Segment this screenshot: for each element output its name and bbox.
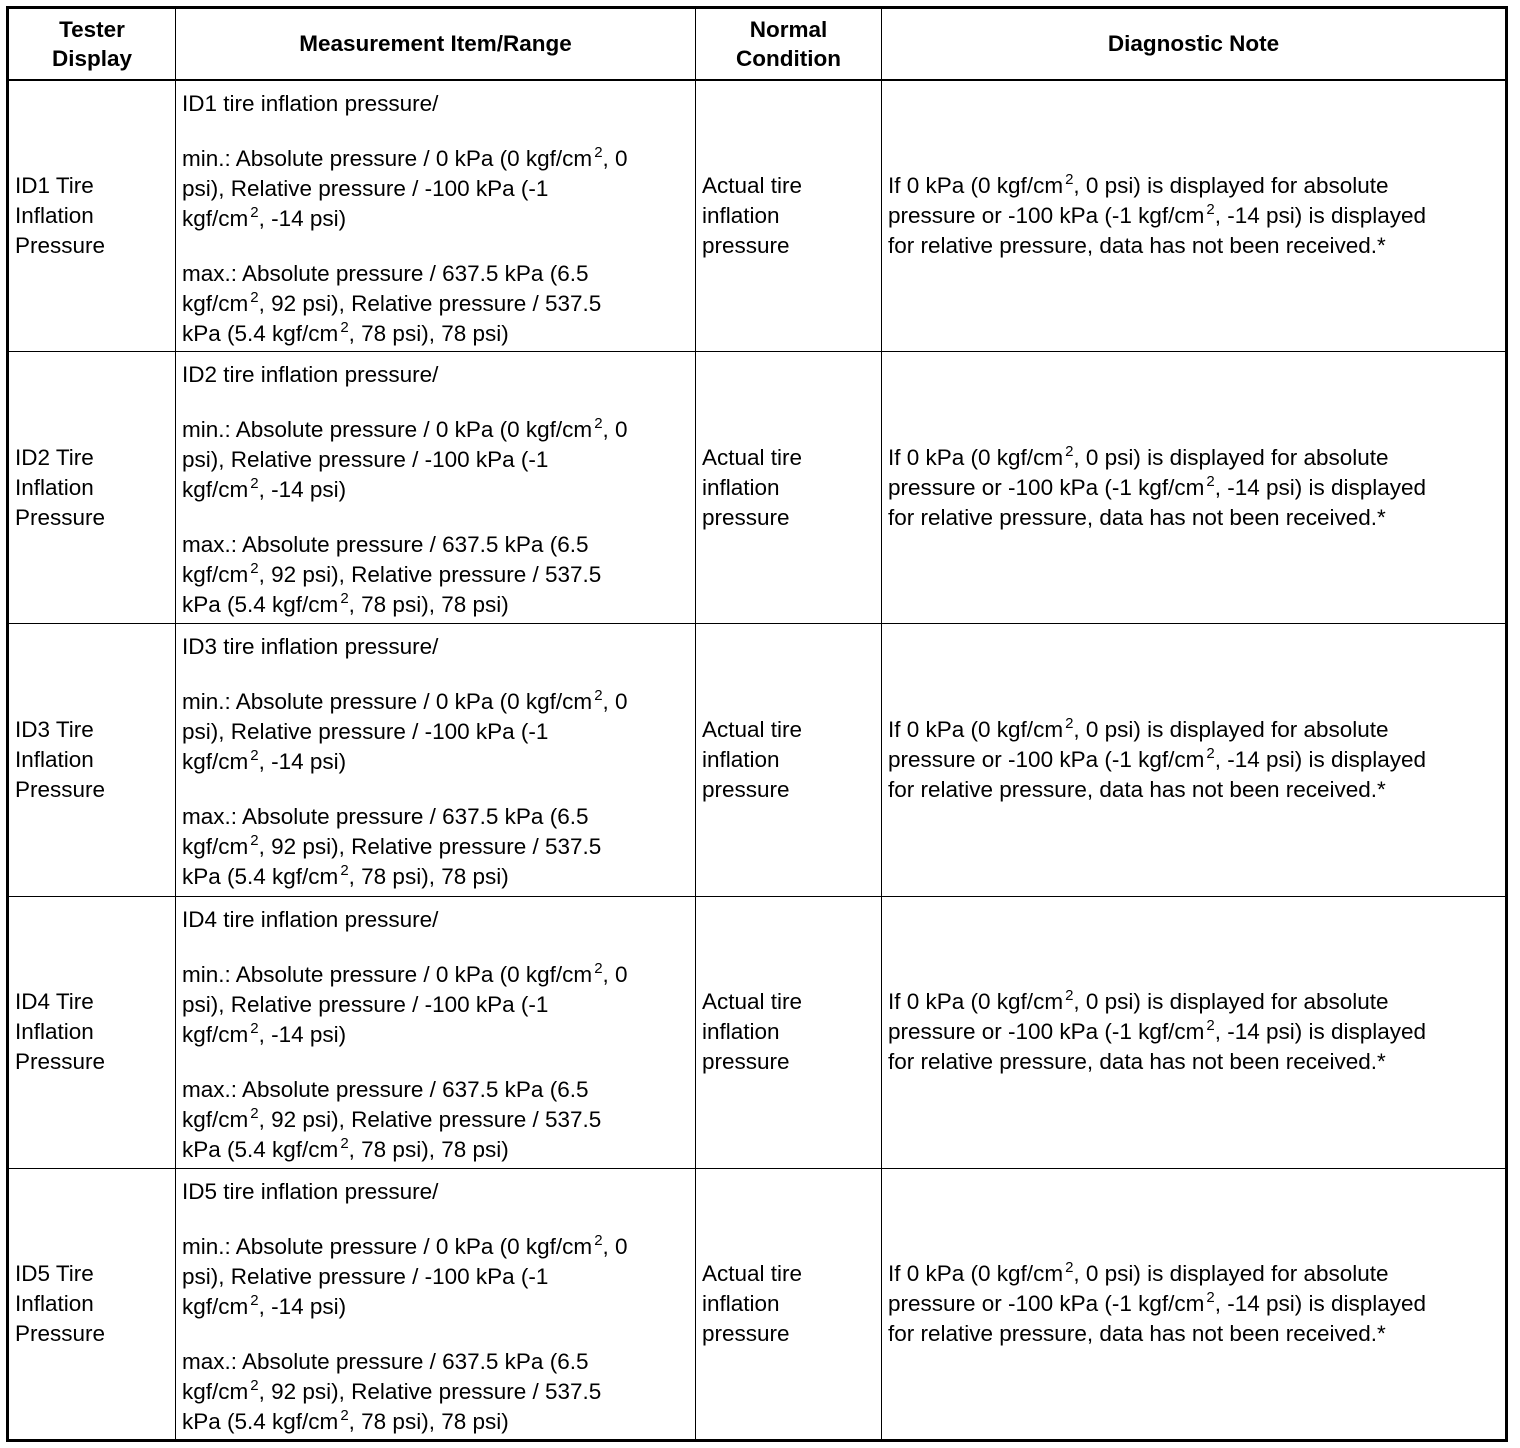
tester-display-line: ID3 Tire <box>15 716 94 742</box>
tester-display-line: Inflation <box>15 474 94 500</box>
range-max-line: kgf/cm $^2$, 92 psi), Relative pressure / 537.5 <box>182 288 602 316</box>
diagnostic-note-cell <box>882 624 1507 896</box>
measurement-item: ID1 tire inflation pressure/ <box>182 90 439 116</box>
diagnostic-note-line: for relative pressure, data has not been received.* <box>888 1049 1386 1075</box>
range-min-line: kgf/cm $^2$, -14 psi) <box>182 1291 347 1319</box>
diagnostic-note-line: pressure or -100 kPa (-1 kgf/cm $^2$, -14 psi) is displayed <box>888 1288 1427 1316</box>
diagnostic-note-line: pressure or -100 kPa (-1 kgf/cm $^2$, -14 psi) is displayed <box>888 200 1427 228</box>
range-min-line: psi), Relative pressure / -100 kPa (-1 <box>182 447 549 473</box>
header-tester-line: Display <box>51 45 133 71</box>
range-max-line: max.: Absolute pressure / 637.5 kPa (6.5 <box>182 1348 589 1374</box>
range-min-line: kgf/cm $^2$, -14 psi) <box>182 1019 347 1047</box>
normal-condition-line: pressure <box>702 504 790 530</box>
diagnostic-note-line: for relative pressure, data has not been received.* <box>888 1320 1386 1346</box>
diagnostic-note-cell <box>882 80 1507 352</box>
normal-condition-line: Actual tire <box>702 172 803 198</box>
range-min-line: min.: Absolute pressure / 0 kPa (0 kgf/cm $^2$, 0 <box>182 1231 628 1259</box>
tester-display-cell <box>8 624 176 896</box>
normal-condition-line: inflation <box>702 746 780 772</box>
range-min-line: psi), Relative pressure / -100 kPa (-1 <box>182 991 549 1017</box>
diagnostic-note-line: If 0 kPa (0 kgf/cm $^2$, 0 psi) is displayed for absolute <box>888 442 1389 470</box>
normal-condition-cell <box>696 80 882 352</box>
table-body <box>8 80 1507 1441</box>
table-row <box>8 80 1507 352</box>
range-min-line: kgf/cm $^2$, -14 psi) <box>182 747 347 775</box>
normal-condition-line: Actual tire <box>702 444 803 470</box>
tester-display-line: Inflation <box>15 1019 94 1045</box>
normal-condition-line: inflation <box>702 1019 780 1045</box>
normal-condition-line: pressure <box>702 1320 790 1346</box>
measurement-item: ID5 tire inflation pressure/ <box>182 1178 439 1204</box>
table-row <box>8 352 1507 624</box>
header-normal-line: Condition <box>736 45 841 71</box>
normal-condition-cell <box>696 352 882 624</box>
range-max-line: kPa (5.4 kgf/cm $^2$, 78 psi), 78 psi) <box>182 590 509 618</box>
tester-display-line: Pressure <box>15 232 106 258</box>
diagnostic-note-line: If 0 kPa (0 kgf/cm $^2$, 0 psi) is displayed for absolute <box>888 1258 1389 1286</box>
range-max-line: kPa (5.4 kgf/cm $^2$, 78 psi), 78 psi) <box>182 862 509 890</box>
normal-condition-cell <box>696 896 882 1168</box>
tester-display-line: ID1 Tire <box>15 172 94 198</box>
header-tester-line: Tester <box>59 16 125 42</box>
table-row <box>8 1168 1507 1440</box>
range-min-line: kgf/cm $^2$, -14 psi) <box>182 475 347 503</box>
tester-display-line: Pressure <box>15 504 106 530</box>
header-normal-condition <box>696 8 882 80</box>
diagnostic-note-line: pressure or -100 kPa (-1 kgf/cm $^2$, -14 psi) is displayed <box>888 744 1427 772</box>
normal-condition-line: pressure <box>702 1049 790 1075</box>
measurement-range-cell <box>176 80 696 352</box>
range-min-line: psi), Relative pressure / -100 kPa (-1 <box>182 1263 549 1289</box>
range-min-line: psi), Relative pressure / -100 kPa (-1 <box>182 175 549 201</box>
range-max-line: kPa (5.4 kgf/cm $^2$, 78 psi), 78 psi) <box>182 1134 509 1162</box>
measurement-range-cell <box>176 352 696 624</box>
range-min-line: kgf/cm $^2$, -14 psi) <box>182 203 347 231</box>
diagnostic-note-line: If 0 kPa (0 kgf/cm $^2$, 0 psi) is displayed for absolute <box>888 714 1389 742</box>
diagnostic-note-cell <box>882 352 1507 624</box>
range-max-line: kgf/cm $^2$, 92 psi), Relative pressure / 537.5 <box>182 1376 602 1404</box>
diagnostic-note-line: If 0 kPa (0 kgf/cm $^2$, 0 psi) is displayed for absolute <box>888 170 1389 198</box>
tester-display-line: ID5 Tire <box>15 1260 94 1286</box>
normal-condition-cell <box>696 1168 882 1440</box>
tester-display-line: Inflation <box>15 1290 94 1316</box>
tester-display-line: ID2 Tire <box>15 444 94 470</box>
measurement-range-cell <box>176 896 696 1168</box>
range-max-line: max.: Absolute pressure / 637.5 kPa (6.5 <box>182 532 589 558</box>
normal-condition-line: inflation <box>702 474 780 500</box>
normal-condition-line: pressure <box>702 776 790 802</box>
tester-display-cell <box>8 896 176 1168</box>
diagnostic-note-line: for relative pressure, data has not been received.* <box>888 504 1386 530</box>
tester-display-line: Inflation <box>15 746 94 772</box>
diagnostic-note-line: for relative pressure, data has not been received.* <box>888 776 1386 802</box>
tester-display-line: Pressure <box>15 1320 106 1346</box>
tester-display-cell <box>8 1168 176 1440</box>
range-min-line: min.: Absolute pressure / 0 kPa (0 kgf/cm $^2$, 0 <box>182 959 628 987</box>
measurement-range-cell <box>176 1168 696 1440</box>
diagnostic-note-cell <box>882 1168 1507 1440</box>
tester-display-cell <box>8 352 176 624</box>
tester-display-line: Inflation <box>15 202 94 228</box>
range-max-line: max.: Absolute pressure / 637.5 kPa (6.5 <box>182 804 589 830</box>
measurement-item: ID3 tire inflation pressure/ <box>182 634 439 660</box>
normal-condition-cell <box>696 624 882 896</box>
measurement-range-cell <box>176 624 696 896</box>
diagnostic-note-line: pressure or -100 kPa (-1 kgf/cm $^2$, -14 psi) is displayed <box>888 472 1427 500</box>
range-min-line: min.: Absolute pressure / 0 kPa (0 kgf/cm $^2$, 0 <box>182 687 628 715</box>
range-max-line: kgf/cm $^2$, 92 psi), Relative pressure / 537.5 <box>182 832 602 860</box>
normal-condition-line: Actual tire <box>702 1260 803 1286</box>
normal-condition-line: Actual tire <box>702 716 803 742</box>
range-min-line: min.: Absolute pressure / 0 kPa (0 kgf/cm $^2$, 0 <box>182 415 628 443</box>
table-row <box>8 624 1507 896</box>
range-max-line: kgf/cm $^2$, 92 psi), Relative pressure / 537.5 <box>182 1104 602 1132</box>
tester-display-cell <box>8 80 176 352</box>
measurement-item: ID2 tire inflation pressure/ <box>182 362 439 388</box>
header-tester-display <box>8 8 176 80</box>
normal-condition-line: inflation <box>702 1290 780 1316</box>
data-table <box>6 6 1508 1442</box>
measurement-item: ID4 tire inflation pressure/ <box>182 906 439 932</box>
diagnostic-note-line: If 0 kPa (0 kgf/cm $^2$, 0 psi) is displayed for absolute <box>888 987 1389 1015</box>
range-max-line: max.: Absolute pressure / 637.5 kPa (6.5 <box>182 1076 589 1102</box>
range-max-line: kPa (5.4 kgf/cm $^2$, 78 psi), 78 psi) <box>182 1406 509 1434</box>
range-max-line: kgf/cm $^2$, 92 psi), Relative pressure / 537.5 <box>182 560 602 588</box>
tester-display-line: Pressure <box>15 1049 106 1075</box>
tester-display-line: ID4 Tire <box>15 989 94 1015</box>
range-max-line: kPa (5.4 kgf/cm $^2$, 78 psi), 78 psi) <box>182 318 509 346</box>
range-max-line: max.: Absolute pressure / 637.5 kPa (6.5 <box>182 260 589 286</box>
tester-display-line: Pressure <box>15 776 106 802</box>
diagnostic-note-line: pressure or -100 kPa (-1 kgf/cm $^2$, -14 psi) is displayed <box>888 1017 1427 1045</box>
header-row <box>8 8 1507 80</box>
diagnostic-note-line: for relative pressure, data has not been received.* <box>888 232 1386 258</box>
diagnostic-note-cell <box>882 896 1507 1168</box>
normal-condition-line: inflation <box>702 202 780 228</box>
normal-condition-line: Actual tire <box>702 989 803 1015</box>
header-measurement-range: Measurement Item/Range <box>176 8 696 80</box>
normal-condition-line: pressure <box>702 232 790 258</box>
range-min-line: psi), Relative pressure / -100 kPa (-1 <box>182 719 549 745</box>
header-diagnostic-note: Diagnostic Note <box>882 8 1507 80</box>
header-normal-line: Normal <box>749 16 828 42</box>
table-row <box>8 896 1507 1168</box>
range-min-line: min.: Absolute pressure / 0 kPa (0 kgf/cm $^2$, 0 <box>182 143 628 171</box>
